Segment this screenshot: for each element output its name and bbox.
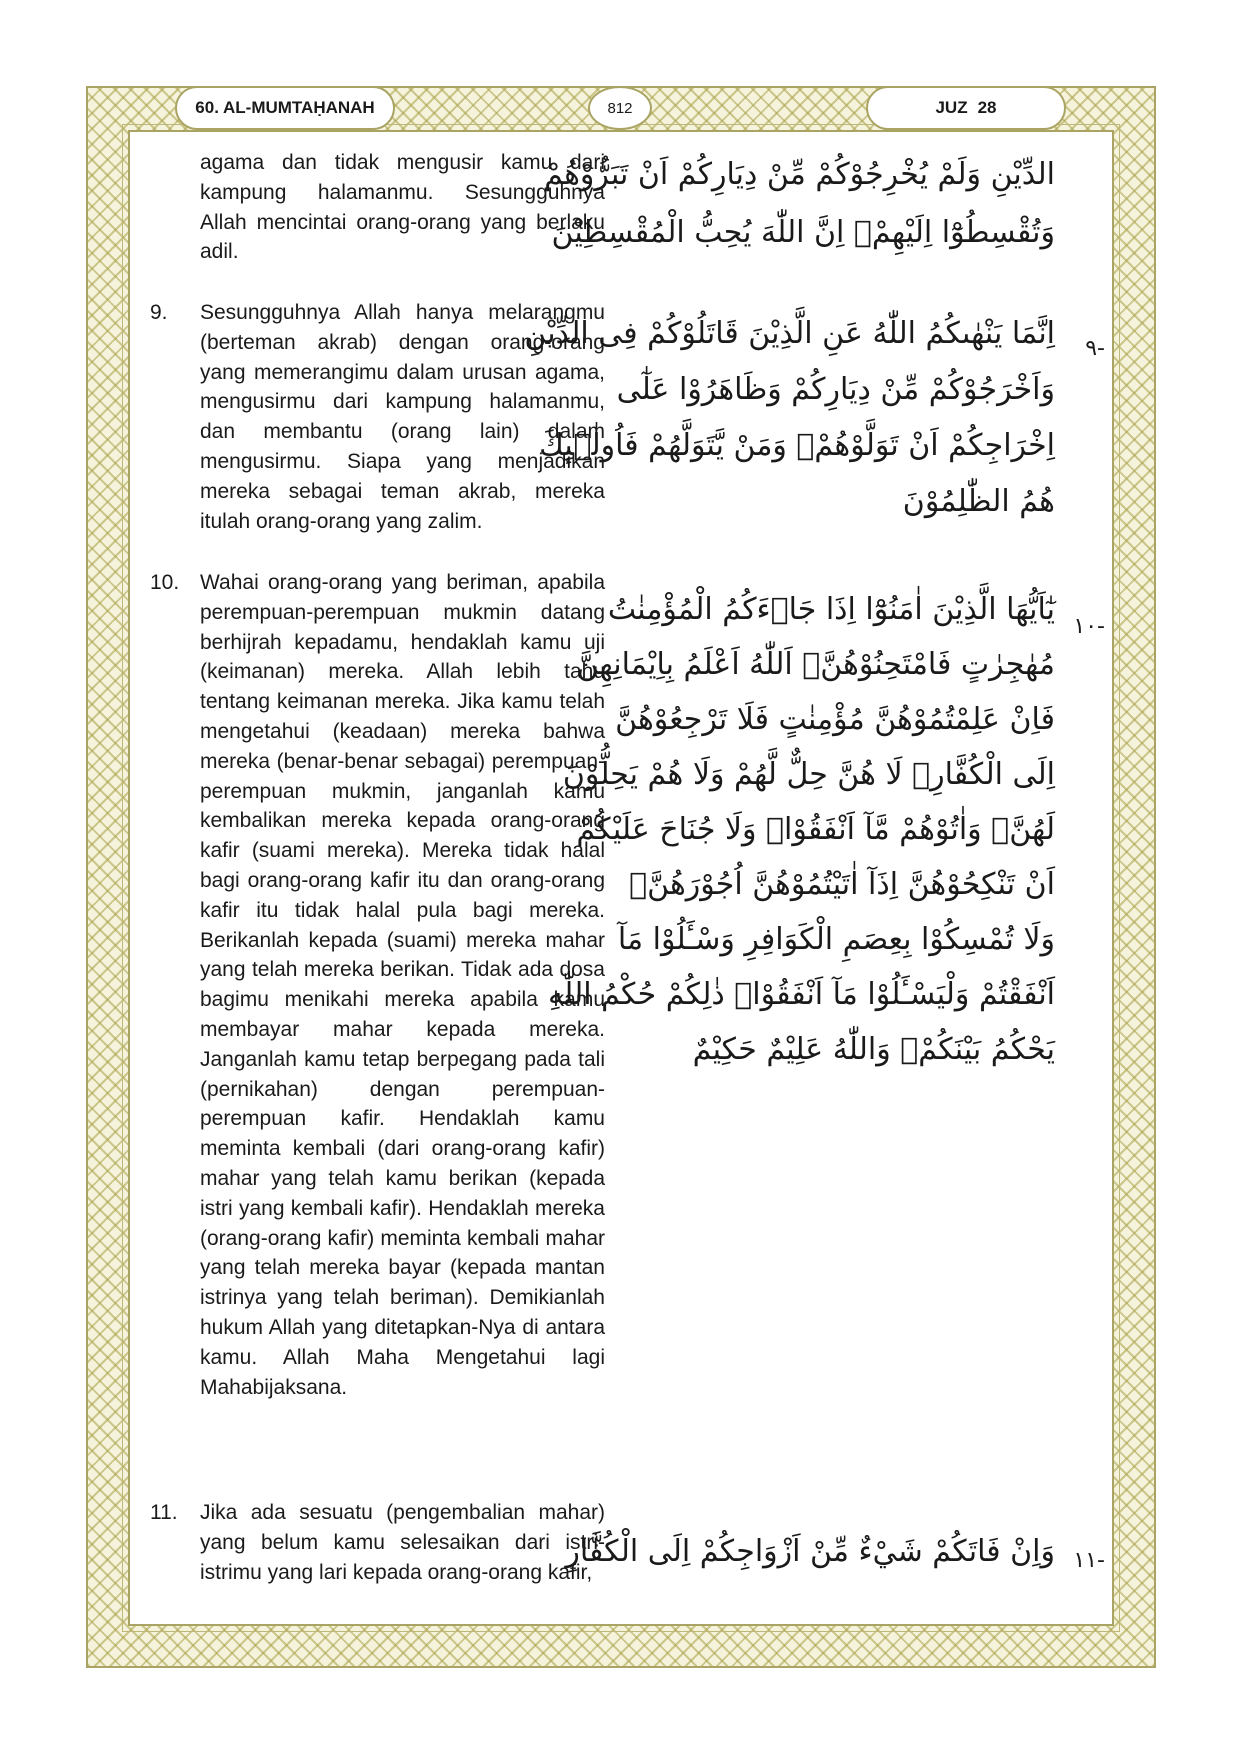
page-content <box>150 148 1105 1618</box>
arabic-line: اِخْرَاجِكُمْ اَنْ تَوَلَّوْهُمْۚ وَمَنْ يَّتَوَلَّهُمْ فَاُولٰۤىِٕكَ <box>539 428 1055 463</box>
arabic-verse-number: -٩ <box>1085 336 1105 361</box>
arabic-line: الدِّيْنِ وَلَمْ يُخْرِجُوْكُمْ مِّنْ دِيَارِكُمْ اَنْ تَبَرُّوْهُمْ <box>544 157 1055 192</box>
translation-block <box>150 1498 605 1587</box>
arabic-line: اِلَى الْكُفَّارِۗ لَا هُنَّ حِلٌّ لَّهُمْ وَلَا هُمْ يَحِلُّوْنَ <box>562 757 1055 792</box>
arabic-line: مُهٰجِرٰتٍ فَامْتَحِنُوْهُنَّۗ اَللّٰهُ اَعْلَمُ بِاِيْمَانِهِنَّ <box>576 647 1055 682</box>
arabic-block <box>544 146 1055 262</box>
arabic-verse-number: -١٠ <box>1073 614 1105 639</box>
arabic-line: لَهُنَّۗ وَاٰتُوْهُمْ مَّآ اَنْفَقُوْاۗ وَلَا جُنَاحَ عَلَيْكُمْ <box>576 812 1055 847</box>
verse-number: 9. <box>150 301 168 324</box>
juz-label: JUZ <box>935 98 968 117</box>
arabic-verse-number: -١١ <box>1073 1548 1105 1573</box>
arabic-line: يَحْكُمُ بَيْنَكُمْۗ وَاللّٰهُ عَلِيْمٌ حَكِيْمٌ <box>692 1032 1055 1067</box>
arabic-line: وَلَا تُمْسِكُوْا بِعِصَمِ الْكَوَافِرِ وَسْـَٔلُوْا مَآ <box>617 922 1055 957</box>
arabic-line: هُمُ الظّٰلِمُوْنَ <box>902 484 1055 519</box>
arabic-block <box>524 306 1055 530</box>
arabic-block <box>565 1524 1055 1580</box>
arabic-line: اَنْ تَنْكِحُوْهُنَّ اِذَآ اٰتَيْتُمُوْهُنَّ اُجُوْرَهُنَّۗ <box>629 867 1055 902</box>
translation-text: Sesungguhnya Allah hanya melarangmu (berteman akrab) dengan orang-orang yang memerangimu dalam urusan agama, mengusirmu dari kampung halamanmu, dan membantu (orang lain) dalam mengusirmu. Siapa yang menjadikan mereka sebagai teman akrab, mereka itulah orang-orang yang zalim. <box>200 301 605 533</box>
translation-block <box>150 148 605 267</box>
verse-number: 11. <box>150 1501 178 1524</box>
arabic-line: اِنَّمَا يَنْهٰىكُمُ اللّٰهُ عَنِ الَّذِيْنَ قَاتَلُوْكُمْ فِى الدِّيْنِ <box>524 316 1055 351</box>
translation-text: Wahai orang-orang yang beriman, apabila perempuan-perempuan mukmin datang berhijrah kepadamu, hendaklah kamu uji (keimanan) mereka. Allah lebih tahu tentang keimanan mereka. Jika kamu telah mengetahui (keadaan) mereka bahwa mereka (benar-benar sebagai) perempuan-perempuan mukmin, janganlah kamu kembalikan mereka kepada orang-orang kafir (suami mereka). Mereka tidak halal bagi orang-orang kafir itu dan orang-orang kafir itu tidak halal pula bagi mereka. Berikanlah kepada (suami) mereka mahar yang telah mereka berikan. Tidak ada dosa bagimu menikahi mereka apabila kamu membayar mahar kepada mereka. Janganlah kamu tetap berpegang pada tali (pernikahan) dengan perempuan-perempuan kafir. Hendaklah kamu meminta kembali (dari orang-orang kafir) mahar yang telah kamu berikan (kepada istri yang kembali kafir). Hendaklah mereka (orang-orang kafir) meminta kembali mahar yang telah mereka bayar (kepada mantan istrinya yang telah beriman). Demikianlah hukum Allah yang ditetapkan-Nya di antara kamu. Allah Maha Mengetahui lagi Mahabijaksana. <box>200 571 605 1399</box>
arabic-line: فَاِنْ عَلِمْتُمُوْهُنَّ مُؤْمِنٰتٍ فَلَا تَرْجِعُوْهُنَّ <box>615 702 1055 737</box>
translation-text: agama dan tidak mengusir kamu dari kampung halamanmu. Sesungguhnya Allah mencintai orang-orang yang berlaku adil. <box>200 151 605 264</box>
arabic-block <box>548 582 1055 1077</box>
juz-indicator <box>866 86 1066 130</box>
surah-title: 60. AL-MUMTAḤANAH <box>175 86 395 130</box>
arabic-line: وَاَخْرَجُوْكُمْ مِّنْ دِيَارِكُمْ وَظَاهَرُوْا عَلٰٓى <box>616 372 1055 407</box>
juz-number: 28 <box>977 98 997 117</box>
arabic-line: اَنْفَقْتُمْ وَلْيَسْـَٔلُوْا مَآ اَنْفَقُوْاۗ ذٰلِكُمْ حُكْمُ اللّٰهِ <box>548 977 1055 1012</box>
translation-block <box>150 568 605 1402</box>
arabic-line: وَاِنْ فَاتَكُمْ شَيْءٌ مِّنْ اَزْوَاجِكُمْ اِلَى الْكُفَّارِ <box>565 1534 1055 1569</box>
arabic-line: يٰٓاَيُّهَا الَّذِيْنَ اٰمَنُوْٓا اِذَا جَاۤءَكُمُ الْمُؤْمِنٰتُ <box>607 592 1055 627</box>
translation-text: Jika ada sesuatu (pengembalian mahar) yang belum kamu selesaikan dari istri-istrimu yang lari kepada orang-orang kafir, <box>200 1501 605 1584</box>
arabic-line: وَتُقْسِطُوْٓا اِلَيْهِمْۗ اِنَّ اللّٰهَ يُحِبُّ الْمُقْسِطِيْنَ <box>551 215 1055 250</box>
page-number: 812 <box>588 86 652 130</box>
verse-number: 10. <box>150 571 180 594</box>
